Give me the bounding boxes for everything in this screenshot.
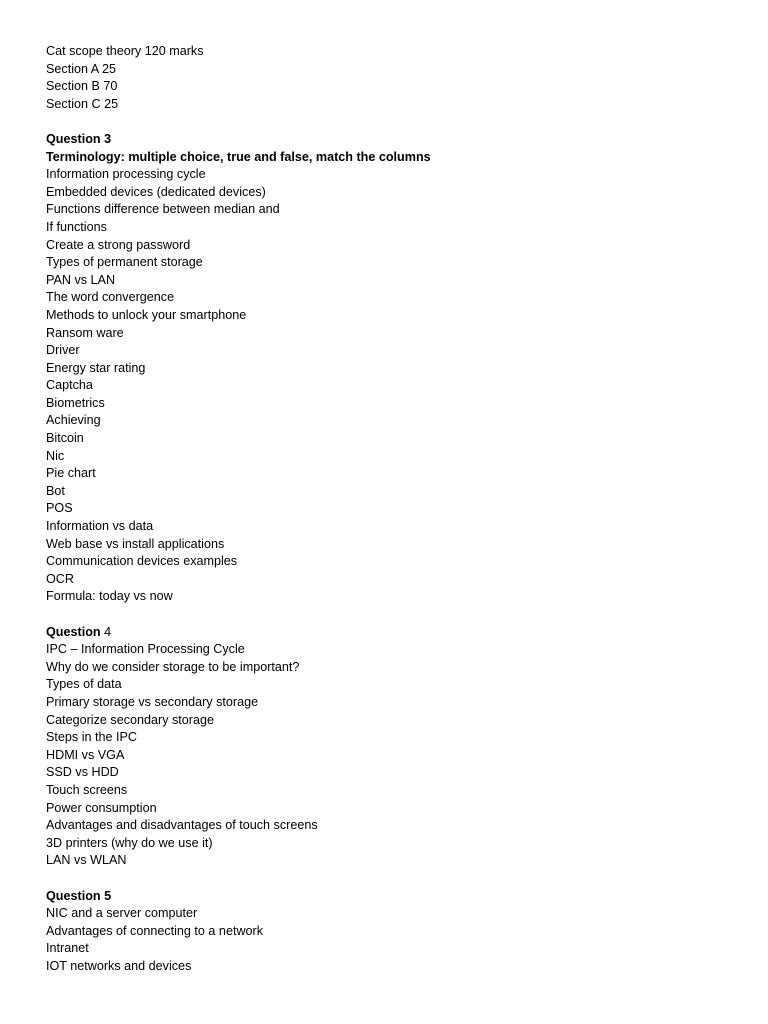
list-item: Energy star rating [46, 360, 146, 375]
list-item: 3D printers (why do we use it) [46, 835, 213, 850]
list-item: PAN vs LAN [46, 272, 116, 287]
section-c-marks: Section C 25 [46, 96, 119, 111]
list-item: Primary storage vs secondary storage [46, 694, 259, 709]
list-item: Captcha [46, 378, 93, 393]
list-item: Ransom ware [46, 325, 124, 340]
document-page [46, 43, 746, 975]
list-item: Bot [46, 483, 65, 498]
spacer [46, 113, 746, 131]
list-item: Intranet [46, 941, 89, 956]
list-item: HDMI vs VGA [46, 747, 125, 762]
list-item: Advantages and disadvantages of touch screens [46, 818, 318, 833]
spacer [46, 870, 746, 888]
list-item: NIC and a server computer [46, 906, 198, 921]
list-item: Bitcoin [46, 431, 84, 446]
question-4-heading-number: 4 [100, 624, 112, 639]
question-4-heading-label: Question [46, 624, 101, 639]
document-title: Cat scope theory 120 marks [46, 44, 204, 58]
question-3-subheading: Terminology: multiple choice, true and false, match the columns [46, 149, 431, 164]
list-item: Driver [46, 343, 80, 358]
question-4-heading [46, 624, 746, 642]
list-item: Methods to unlock your smartphone [46, 307, 247, 322]
spacer [46, 606, 746, 624]
list-item: Achieving [46, 413, 101, 428]
question-5-list [46, 905, 746, 975]
list-item: IOT networks and devices [46, 958, 192, 973]
list-item: Functions difference between median and [46, 202, 280, 217]
list-item: If functions [46, 219, 107, 234]
list-item: POS [46, 501, 73, 516]
question-3-list [46, 166, 746, 606]
list-item: Touch screens [46, 782, 128, 797]
list-item: Pie chart [46, 466, 96, 481]
list-item: Information processing cycle [46, 167, 206, 182]
list-item: OCR [46, 571, 74, 586]
question-4-list [46, 641, 746, 870]
list-item: Communication devices examples [46, 554, 238, 569]
list-item: Embedded devices (dedicated devices) [46, 184, 266, 199]
list-item: SSD vs HDD [46, 765, 119, 780]
section-a-marks: Section A 25 [46, 61, 117, 76]
list-item: Biometrics [46, 395, 105, 410]
list-item: Types of data [46, 677, 122, 692]
list-item: Advantages of connecting to a network [46, 923, 264, 938]
list-item: Formula: today vs now [46, 589, 173, 604]
list-item: Steps in the IPC [46, 730, 138, 745]
section-b-marks: Section B 70 [46, 79, 118, 94]
list-item: Create a strong password [46, 237, 191, 252]
list-item: Types of permanent storage [46, 255, 203, 270]
question-3-heading: Question 3 [46, 131, 112, 146]
list-item: Web base vs install applications [46, 536, 225, 551]
list-item: IPC – Information Processing Cycle [46, 642, 245, 657]
list-item: Power consumption [46, 800, 157, 815]
list-item: Nic [46, 448, 65, 463]
list-item: The word convergence [46, 290, 175, 305]
list-item: Why do we consider storage to be important? [46, 659, 300, 674]
question-5-heading: Question 5 [46, 888, 112, 903]
list-item: Categorize secondary storage [46, 712, 215, 727]
list-item: Information vs data [46, 519, 154, 534]
list-item: LAN vs WLAN [46, 853, 127, 868]
